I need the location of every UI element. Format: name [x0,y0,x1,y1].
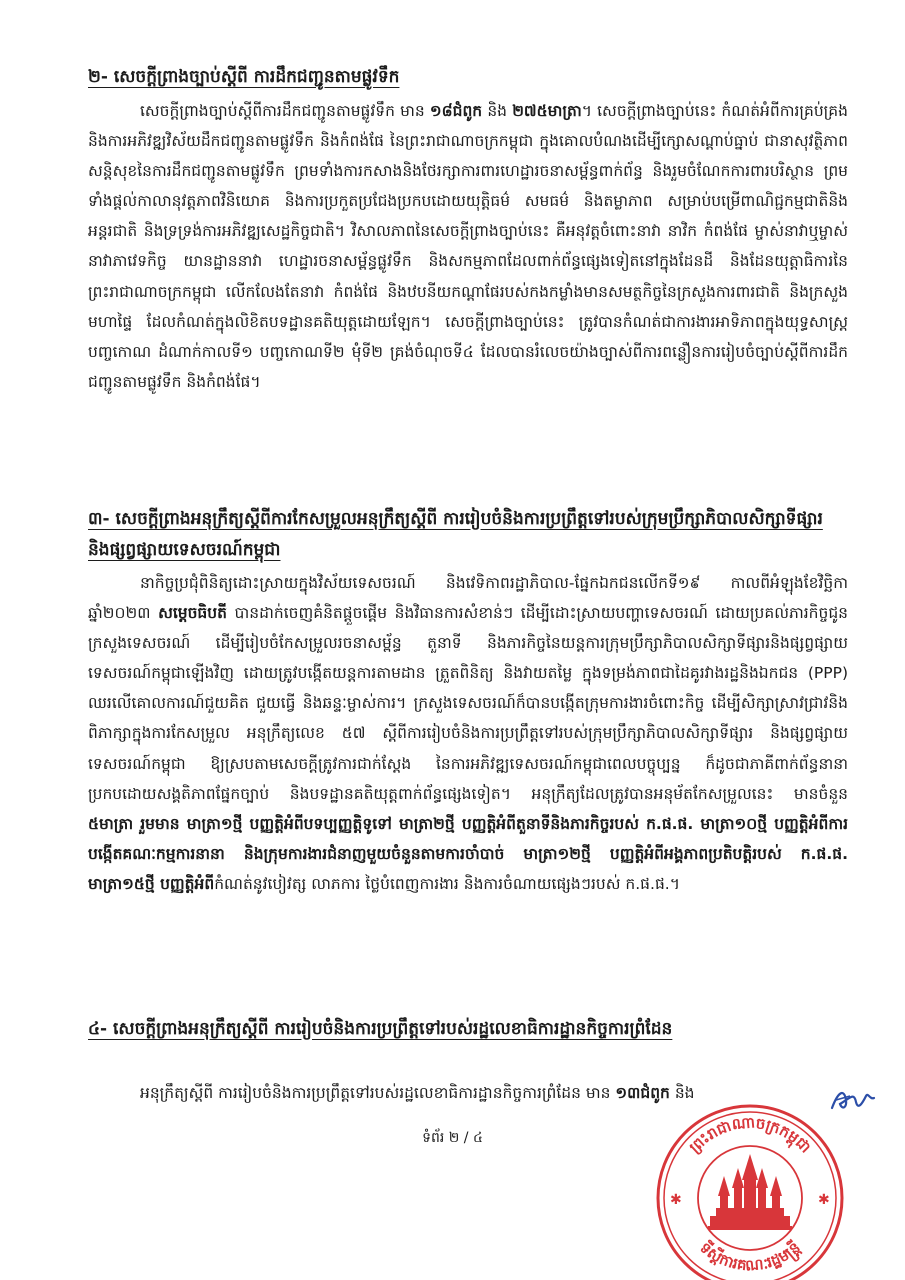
section-3-body [88,568,848,899]
section-3-text-b: បានដាក់ចេញគំនិតផ្តួចផ្តើម និងវិធានការសំខាន់ៗ ដើម្បីដោះស្រាយបញ្ហាទេសចរណ៍ ដោយប្រគល់ភារកិច្ចជូន ក្រសួងទេសចរណ៍ ដើម្បីរៀបចំកែសម្រួលរចនាសម្ព័ន្ធ តួនាទី និងភារកិច្ចនៃយន្តការក្រុមប្រឹក្សាភិបាលសិក្សាទីផ្សារនិងផ្សព្វផ្សាយទេសចរណ៍កម្ពុជាឡើងវិញ ដោយត្រូវបង្កើតយន្តការតាមដាន ត្រួតពិនិត្យ និងវាយតម្លៃ ក្នុងទម្រង់ភាពជាដៃគូរវាងរដ្ឋនិងឯកជន (PPP) ឈរលើគោលការណ៍ជួយគិត ជួយធ្វើ និងឆន្ទៈម្ចាស់ការ។ ក្រសួងទេសចរណ៍ក៏បានបង្កើតក្រុមការងារចំពោះកិច្ច ដើម្បីសិក្សាស្រាវជ្រាវនិងពិភាក្សាក្នុងការកែសម្រួល អនុក្រឹត្យលេខ ៥៧ ស្តីពីការរៀបចំនិងការប្រព្រឹត្តទៅរបស់ក្រុមប្រឹក្សាភិបាលសិក្សាទីផ្សារ និងផ្សព្វផ្សាយទេសចរណ៍កម្ពុជា ឱ្យស្របតាមសេចក្តីត្រូវការជាក់ស្តែង នៃការអភិវឌ្ឍទេសចរណ៍កម្ពុជាពេលបច្ចុប្បន្ន ក៏ដូចជាភាគីពាក់ព័ន្ធនានាប្រកបដោយសង្គតិភាពផ្នែកច្បាប់ និងបទដ្ឋានគតិយុត្តពាក់ព័ន្ធផ្សេងទៀត។ អនុក្រឹត្យដែលត្រូវបានអនុម័តកែសម្រួលនេះ មានចំនួន [88,604,849,803]
seal-star-right: ✱ [818,1192,830,1208]
section-2-text-b: និង [482,102,513,120]
section-3-leader-title: សម្តេចធិបតី [158,604,227,623]
page-number: ទំព័រ ២ / ៤ [422,1130,483,1146]
seal-top-text: ព្រះរាជាណាចក្រកម្ពុជា [685,1113,815,1157]
section-3-heading: ៣- សេចក្តីព្រាងអនុក្រឹត្យស្តីពីការកែសម្រួលអនុក្រឹត្យស្តីពី ការរៀបចំនិងការប្រព្រឹត្តទៅរបស់ក្រុមប្រឹក្សាភិបាលសិក្សាទីផ្សារ និងផ្សព្វផ្សាយទេសចរណ៍កម្ពុជា [88,509,823,560]
section-3-text-a: នាកិច្ចប្រជុំពិនិត្យដោះស្រាយក្នុងវិស័យទេសចរណ៍ និងវេទិកាពរដ្ឋាភិបាល-ផ្នែកឯកជនលើកទី១៩ កាលពីអំឡុងខែវិច្ឆិកា ឆ្នាំ២០២៣ [88,574,848,623]
section-3-text-c: កំណត់នូវបៀវត្ស លាភការ ថ្លៃបំពេញការងារ និងការចំណាយផ្សេងៗរបស់ ក.ផ.ផ.។ [214,874,680,893]
section-4-text-a: អនុក្រឹត្យស្តីពី ការរៀបចំនិងការប្រព្រឹត្តទៅរបស់រដ្ឋលេខាធិការដ្ឋានកិច្ចការព្រំដែន មាន [140,1084,616,1102]
section-4-text-b: និង [669,1084,695,1102]
section-2-heading: ២- សេចក្តីព្រាងច្បាប់ស្តីពី ការដឹកជញ្ជូនតាមផ្លូវទឹក [88,67,400,87]
seal-bottom-text: ទីស្តីការគណៈរដ្ឋមន្ត្រី [696,1238,804,1275]
section-3-article-list: ៥មាត្រា រួមមាន មាត្រា១ថ្មី បញ្ញត្តិអំពីបទប្បញ្ញត្តិទូទៅ មាត្រា២ថ្មី បញ្ញត្តិអំពីតួនាទីនិងភារកិច្ចរបស់ ក.ផ.ផ. មាត្រា១០ថ្មី បញ្ញត្តិអំពីការបង្កើតគណៈកម្មការនានា និងក្រុមការងារជំនាញមួយចំនួនតាមការចាំបាច់ មាត្រា១២ថ្មី បញ្ញត្តិអំពីអង្គភាពប្រតិបត្តិរបស់ ក.ផ.ផ. មាត្រា១៥ថ្មី បញ្ញត្តិអំពី [88,814,848,893]
section-4-heading: ៤- សេចក្តីព្រាងអនុក្រឹត្យស្តីពី ការរៀបចំនិងការប្រព្រឹត្តទៅរបស់រដ្ឋលេខាធិការដ្ឋានកិច្ចការព្រំដែន [88,1019,673,1039]
angkor-wat-emblem [708,1154,792,1230]
section-4-chapter-count: ១៣ជំពូក [615,1084,670,1102]
section-2-article-count: ២៧៥មាត្រា [512,102,582,120]
section-2-text-a: សេចក្តីព្រាងច្បាប់ស្តីពីការដឹកជញ្ជូនតាមផ្លូវទឹក មាន [140,102,430,120]
seal-star-left: ✱ [670,1192,682,1208]
section-2-body [88,96,848,397]
section-2-text-c: ។ សេចក្តីព្រាងច្បាប់នេះ កំណត់អំពីការគ្រប់គ្រងនិងការអភិវឌ្ឍវិស័យដឹកជញ្ជូនតាមផ្លូវទឹក និងកំពង់ផែ នៃព្រះរាជាណាចក្រកម្ពុជា ក្នុងគោលបំណងដើម្បីក្សោសណ្តាប់ធ្នាប់ ជានាសុវត្ថិភាព សន្តិសុខនៃការដឹកជញ្ជូនតាមផ្លូវទឹក ព្រមទាំងការកសាងនិងថែរក្សាការពារហេដ្ឋារចនាសម្ព័ន្ធពាក់ព័ន្ធ និងរួមចំណែកការពារបរិស្ថាន ព្រមទាំងផ្តល់កាលានុវត្តភាពវិនិយោគ និងការប្រកួតប្រជែងប្រកបដោយយុត្តិធម៌ សមធម៌ និងតម្លាភាព សម្រាប់បម្រើពាណិជ្ជកម្មជាតិនិងអន្តរជាតិ និងទ្រទ្រង់ការអភិវឌ្ឍសេដ្ឋកិច្ចជាតិ។ វិសាលភាពនៃសេចក្តីព្រាងច្បាប់នេះ គឺអនុវត្តចំពោះនាវា នាវិក កំពង់ផែ ម្ចាស់នាវាឬម្ចាស់នាវាភាវេទកិច្ច យានដ្ឋាននាវា ហេដ្ឋារចនាសម្ព័ន្ធផ្លូវទឹក និងសកម្មភាពដែលពាក់ព័ន្ធផ្សេងទៀតនៅក្នុងដែនដី និងដែនយុត្តាធិការនៃព្រះរាជាណាចក្រកម្ពុជា លើកលែងតែនាវា កំពង់ផែ និងឋបនីយកណ្តាផែរបស់កងកម្លាំងមានសមត្ថកិច្ចនៃក្រសួងការពារជាតិ និងក្រសួងមហាផ្ទៃ ដែលកំណត់ក្នុងលិខិតបទដ្ឋានគតិយុត្តដោយឡែក។ សេចក្តីព្រាងច្បាប់នេះ ត្រូវបានកំណត់ជាការងារអាទិភាពក្នុងយុទ្ធសាស្ត្របញ្ចកោណ ដំណាក់កាលទី១ បញ្ចកោណទី២ មុំទី២ គ្រង់ចំណុចទី៤ ដែលបានរំលេចយ៉ាងច្បាស់ពីការពន្លឿនការរៀបចំច្បាប់ស្តីពីការដឹកជញ្ជូនតាមផ្លូវទឹក និងកំពង់ផែ។ [88,102,848,391]
official-seal [650,1098,850,1280]
section-2-chapter-count: ១៨ជំពូក [429,102,483,120]
